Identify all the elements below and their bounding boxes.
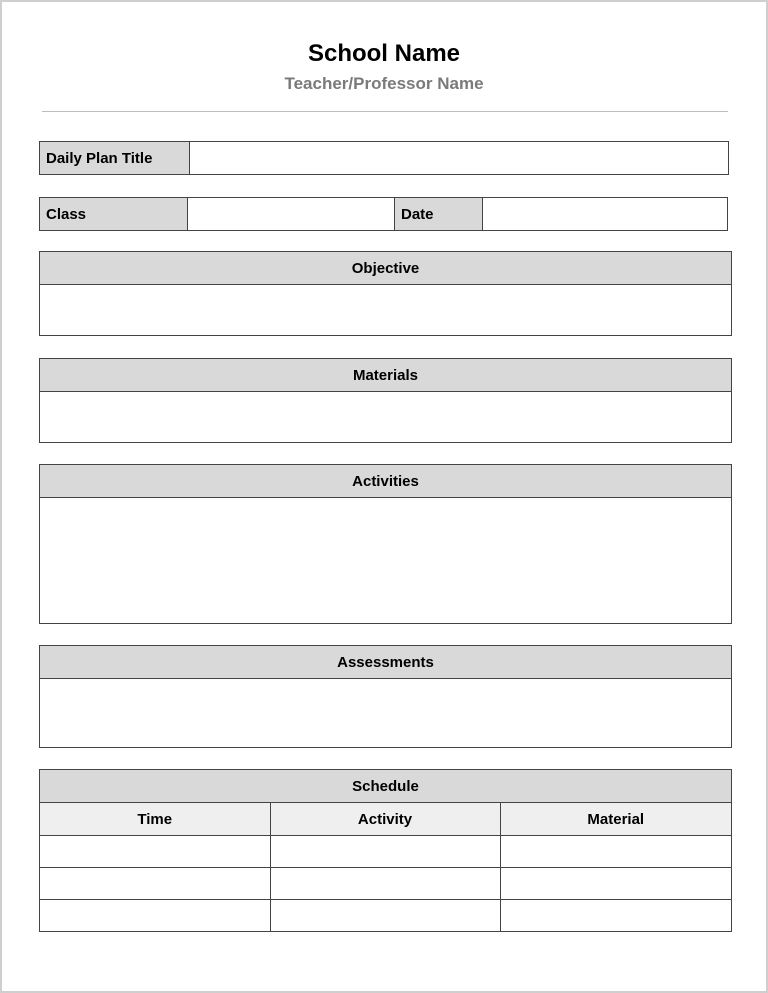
objective-section bbox=[39, 251, 732, 336]
materials-header: Materials bbox=[40, 359, 731, 392]
class-label: Class bbox=[40, 198, 188, 230]
schedule-header: Schedule bbox=[40, 770, 731, 803]
class-date-row bbox=[39, 197, 728, 231]
schedule-activity-cell[interactable] bbox=[270, 900, 500, 932]
schedule-material-cell[interactable] bbox=[500, 868, 731, 900]
objective-field[interactable] bbox=[40, 285, 731, 335]
activities-section bbox=[39, 464, 732, 624]
assessments-header: Assessments bbox=[40, 646, 731, 679]
schedule-time-cell[interactable] bbox=[40, 900, 270, 932]
materials-section bbox=[39, 358, 732, 443]
schedule-activity-cell[interactable] bbox=[270, 836, 500, 868]
teacher-name: Teacher/Professor Name bbox=[284, 74, 484, 93]
schedule-time-cell[interactable] bbox=[40, 868, 270, 900]
page-header bbox=[2, 40, 766, 94]
date-field[interactable] bbox=[483, 198, 727, 230]
table-row bbox=[40, 900, 731, 932]
class-field[interactable] bbox=[188, 198, 395, 230]
header-divider bbox=[42, 111, 728, 112]
assessments-section bbox=[39, 645, 732, 748]
daily-plan-title-row bbox=[39, 141, 729, 175]
assessments-field[interactable] bbox=[40, 679, 731, 747]
schedule-material-cell[interactable] bbox=[500, 900, 731, 932]
schedule-material-cell[interactable] bbox=[500, 836, 731, 868]
objective-header: Objective bbox=[40, 252, 731, 285]
schedule-header-row bbox=[40, 803, 731, 836]
materials-field[interactable] bbox=[40, 392, 731, 442]
table-row bbox=[40, 836, 731, 868]
activities-header: Activities bbox=[40, 465, 731, 498]
schedule-time-cell[interactable] bbox=[40, 836, 270, 868]
schedule-table bbox=[40, 803, 731, 931]
schedule-section bbox=[39, 769, 732, 932]
date-label: Date bbox=[395, 198, 483, 230]
activities-field[interactable] bbox=[40, 498, 731, 623]
schedule-col-activity: Activity bbox=[270, 803, 500, 836]
schedule-col-material: Material bbox=[500, 803, 731, 836]
daily-plan-title-label: Daily Plan Title bbox=[40, 142, 190, 174]
schedule-activity-cell[interactable] bbox=[270, 868, 500, 900]
schedule-col-time: Time bbox=[40, 803, 270, 836]
daily-plan-title-field[interactable] bbox=[190, 142, 728, 174]
school-name: School Name bbox=[307, 40, 461, 67]
table-row bbox=[40, 868, 731, 900]
